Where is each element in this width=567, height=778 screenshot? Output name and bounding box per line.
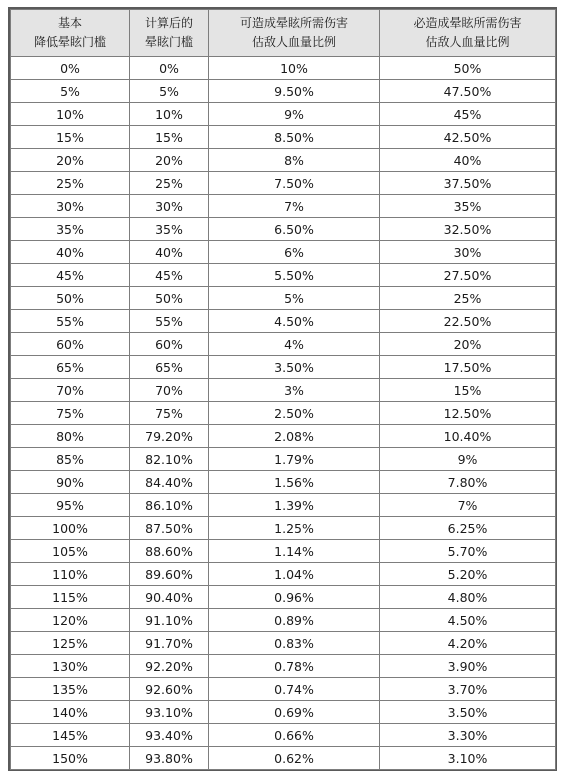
cell-guaranteed-damage: 3.70% bbox=[380, 678, 556, 701]
cell-guaranteed-damage: 25% bbox=[380, 287, 556, 310]
table-row bbox=[11, 149, 556, 172]
cell-computed-threshold: 10% bbox=[130, 103, 209, 126]
table-row bbox=[11, 172, 556, 195]
cell-possible-damage: 8% bbox=[209, 149, 380, 172]
cell-computed-threshold: 92.60% bbox=[130, 678, 209, 701]
cell-possible-damage: 0.66% bbox=[209, 724, 380, 747]
cell-guaranteed-damage: 42.50% bbox=[380, 126, 556, 149]
cell-guaranteed-damage: 37.50% bbox=[380, 172, 556, 195]
cell-computed-threshold: 91.70% bbox=[130, 632, 209, 655]
cell-computed-threshold: 93.40% bbox=[130, 724, 209, 747]
cell-possible-damage: 7% bbox=[209, 195, 380, 218]
header-computed-threshold bbox=[130, 10, 209, 57]
table-row bbox=[11, 609, 556, 632]
cell-possible-damage: 5.50% bbox=[209, 264, 380, 287]
cell-possible-damage: 2.08% bbox=[209, 425, 380, 448]
table-row bbox=[11, 241, 556, 264]
cell-base-reduction: 45% bbox=[11, 264, 130, 287]
cell-computed-threshold: 55% bbox=[130, 310, 209, 333]
cell-guaranteed-damage: 20% bbox=[380, 333, 556, 356]
header-guaranteed-stagger-damage bbox=[380, 10, 556, 57]
cell-base-reduction: 65% bbox=[11, 356, 130, 379]
table-row bbox=[11, 724, 556, 747]
table-row bbox=[11, 80, 556, 103]
cell-computed-threshold: 60% bbox=[130, 333, 209, 356]
cell-computed-threshold: 87.50% bbox=[130, 517, 209, 540]
cell-guaranteed-damage: 9% bbox=[380, 448, 556, 471]
cell-computed-threshold: 70% bbox=[130, 379, 209, 402]
header-row bbox=[11, 10, 556, 57]
cell-base-reduction: 10% bbox=[11, 103, 130, 126]
cell-computed-threshold: 45% bbox=[130, 264, 209, 287]
cell-base-reduction: 145% bbox=[11, 724, 130, 747]
cell-computed-threshold: 79.20% bbox=[130, 425, 209, 448]
cell-base-reduction: 25% bbox=[11, 172, 130, 195]
cell-guaranteed-damage: 15% bbox=[380, 379, 556, 402]
cell-computed-threshold: 40% bbox=[130, 241, 209, 264]
cell-guaranteed-damage: 3.30% bbox=[380, 724, 556, 747]
header-line: 估敌人血量比例 bbox=[251, 35, 336, 49]
header-line: 计算后的 bbox=[144, 16, 193, 30]
cell-guaranteed-damage: 50% bbox=[380, 57, 556, 80]
table-row bbox=[11, 195, 556, 218]
cell-possible-damage: 1.14% bbox=[209, 540, 380, 563]
header-line: 必造成晕眩所需伤害 bbox=[413, 16, 522, 30]
cell-computed-threshold: 0% bbox=[130, 57, 209, 80]
cell-base-reduction: 60% bbox=[11, 333, 130, 356]
cell-possible-damage: 1.25% bbox=[209, 517, 380, 540]
cell-guaranteed-damage: 5.20% bbox=[380, 563, 556, 586]
cell-possible-damage: 0.69% bbox=[209, 701, 380, 724]
cell-base-reduction: 55% bbox=[11, 310, 130, 333]
table-row bbox=[11, 448, 556, 471]
cell-base-reduction: 135% bbox=[11, 678, 130, 701]
cell-computed-threshold: 75% bbox=[130, 402, 209, 425]
table-row bbox=[11, 264, 556, 287]
cell-possible-damage: 7.50% bbox=[209, 172, 380, 195]
cell-base-reduction: 120% bbox=[11, 609, 130, 632]
cell-possible-damage: 4% bbox=[209, 333, 380, 356]
cell-guaranteed-damage: 27.50% bbox=[380, 264, 556, 287]
cell-computed-threshold: 84.40% bbox=[130, 471, 209, 494]
cell-guaranteed-damage: 4.20% bbox=[380, 632, 556, 655]
cell-base-reduction: 90% bbox=[11, 471, 130, 494]
cell-computed-threshold: 93.10% bbox=[130, 701, 209, 724]
cell-computed-threshold: 86.10% bbox=[130, 494, 209, 517]
header-line: 晕眩门槛 bbox=[144, 35, 193, 49]
cell-base-reduction: 35% bbox=[11, 218, 130, 241]
table-row bbox=[11, 517, 556, 540]
cell-base-reduction: 80% bbox=[11, 425, 130, 448]
cell-guaranteed-damage: 17.50% bbox=[380, 356, 556, 379]
cell-base-reduction: 140% bbox=[11, 701, 130, 724]
cell-base-reduction: 75% bbox=[11, 402, 130, 425]
table-row bbox=[11, 126, 556, 149]
cell-guaranteed-damage: 35% bbox=[380, 195, 556, 218]
cell-guaranteed-damage: 3.90% bbox=[380, 655, 556, 678]
cell-computed-threshold: 30% bbox=[130, 195, 209, 218]
cell-guaranteed-damage: 32.50% bbox=[380, 218, 556, 241]
cell-base-reduction: 125% bbox=[11, 632, 130, 655]
table-row bbox=[11, 103, 556, 126]
cell-base-reduction: 105% bbox=[11, 540, 130, 563]
cell-possible-damage: 6% bbox=[209, 241, 380, 264]
cell-computed-threshold: 20% bbox=[130, 149, 209, 172]
table-row bbox=[11, 425, 556, 448]
header-line: 降低晕眩门槛 bbox=[33, 35, 106, 49]
cell-possible-damage: 1.79% bbox=[209, 448, 380, 471]
cell-guaranteed-damage: 3.10% bbox=[380, 747, 556, 770]
cell-possible-damage: 0.89% bbox=[209, 609, 380, 632]
cell-computed-threshold: 15% bbox=[130, 126, 209, 149]
table-row bbox=[11, 563, 556, 586]
cell-possible-damage: 1.39% bbox=[209, 494, 380, 517]
cell-possible-damage: 6.50% bbox=[209, 218, 380, 241]
cell-guaranteed-damage: 40% bbox=[380, 149, 556, 172]
cell-computed-threshold: 82.10% bbox=[130, 448, 209, 471]
cell-computed-threshold: 90.40% bbox=[130, 586, 209, 609]
cell-base-reduction: 100% bbox=[11, 517, 130, 540]
table-row bbox=[11, 655, 556, 678]
cell-possible-damage: 0.62% bbox=[209, 747, 380, 770]
table-row bbox=[11, 586, 556, 609]
header-possible-stagger-damage bbox=[209, 10, 380, 57]
table-row bbox=[11, 402, 556, 425]
table-row bbox=[11, 310, 556, 333]
cell-computed-threshold: 93.80% bbox=[130, 747, 209, 770]
cell-possible-damage: 8.50% bbox=[209, 126, 380, 149]
cell-guaranteed-damage: 7% bbox=[380, 494, 556, 517]
table-row bbox=[11, 747, 556, 770]
cell-possible-damage: 9.50% bbox=[209, 80, 380, 103]
table-row bbox=[11, 356, 556, 379]
cell-guaranteed-damage: 4.50% bbox=[380, 609, 556, 632]
cell-base-reduction: 110% bbox=[11, 563, 130, 586]
stagger-threshold-table bbox=[10, 9, 556, 770]
cell-computed-threshold: 5% bbox=[130, 80, 209, 103]
cell-computed-threshold: 88.60% bbox=[130, 540, 209, 563]
cell-guaranteed-damage: 4.80% bbox=[380, 586, 556, 609]
cell-possible-damage: 4.50% bbox=[209, 310, 380, 333]
table-row bbox=[11, 218, 556, 241]
cell-guaranteed-damage: 3.50% bbox=[380, 701, 556, 724]
table-row bbox=[11, 287, 556, 310]
cell-base-reduction: 5% bbox=[11, 80, 130, 103]
table-row bbox=[11, 701, 556, 724]
cell-computed-threshold: 89.60% bbox=[130, 563, 209, 586]
cell-base-reduction: 85% bbox=[11, 448, 130, 471]
cell-possible-damage: 3.50% bbox=[209, 356, 380, 379]
cell-possible-damage: 0.74% bbox=[209, 678, 380, 701]
table-row bbox=[11, 540, 556, 563]
cell-guaranteed-damage: 5.70% bbox=[380, 540, 556, 563]
table-row bbox=[11, 494, 556, 517]
table-row bbox=[11, 333, 556, 356]
cell-possible-damage: 0.78% bbox=[209, 655, 380, 678]
cell-base-reduction: 0% bbox=[11, 57, 130, 80]
cell-base-reduction: 130% bbox=[11, 655, 130, 678]
table-row bbox=[11, 379, 556, 402]
cell-possible-damage: 9% bbox=[209, 103, 380, 126]
cell-guaranteed-damage: 47.50% bbox=[380, 80, 556, 103]
header-line: 基本 bbox=[57, 16, 82, 30]
cell-guaranteed-damage: 10.40% bbox=[380, 425, 556, 448]
cell-base-reduction: 50% bbox=[11, 287, 130, 310]
cell-possible-damage: 0.96% bbox=[209, 586, 380, 609]
cell-computed-threshold: 25% bbox=[130, 172, 209, 195]
cell-possible-damage: 10% bbox=[209, 57, 380, 80]
table-row bbox=[11, 57, 556, 80]
table-row bbox=[11, 471, 556, 494]
cell-guaranteed-damage: 45% bbox=[380, 103, 556, 126]
cell-guaranteed-damage: 22.50% bbox=[380, 310, 556, 333]
cell-base-reduction: 70% bbox=[11, 379, 130, 402]
cell-base-reduction: 150% bbox=[11, 747, 130, 770]
cell-computed-threshold: 50% bbox=[130, 287, 209, 310]
cell-guaranteed-damage: 30% bbox=[380, 241, 556, 264]
cell-base-reduction: 20% bbox=[11, 149, 130, 172]
header-line: 可造成晕眩所需伤害 bbox=[239, 16, 348, 30]
cell-possible-damage: 3% bbox=[209, 379, 380, 402]
cell-guaranteed-damage: 12.50% bbox=[380, 402, 556, 425]
table-row bbox=[11, 678, 556, 701]
cell-guaranteed-damage: 7.80% bbox=[380, 471, 556, 494]
cell-base-reduction: 95% bbox=[11, 494, 130, 517]
cell-possible-damage: 1.04% bbox=[209, 563, 380, 586]
cell-base-reduction: 30% bbox=[11, 195, 130, 218]
table-row bbox=[11, 632, 556, 655]
cell-base-reduction: 115% bbox=[11, 586, 130, 609]
cell-base-reduction: 40% bbox=[11, 241, 130, 264]
cell-computed-threshold: 35% bbox=[130, 218, 209, 241]
cell-possible-damage: 2.50% bbox=[209, 402, 380, 425]
cell-possible-damage: 5% bbox=[209, 287, 380, 310]
header-line: 估敌人血量比例 bbox=[425, 35, 510, 49]
cell-computed-threshold: 92.20% bbox=[130, 655, 209, 678]
header-base-reduction bbox=[11, 10, 130, 57]
cell-computed-threshold: 65% bbox=[130, 356, 209, 379]
cell-computed-threshold: 91.10% bbox=[130, 609, 209, 632]
cell-guaranteed-damage: 6.25% bbox=[380, 517, 556, 540]
cell-base-reduction: 15% bbox=[11, 126, 130, 149]
cell-possible-damage: 1.56% bbox=[209, 471, 380, 494]
cell-possible-damage: 0.83% bbox=[209, 632, 380, 655]
